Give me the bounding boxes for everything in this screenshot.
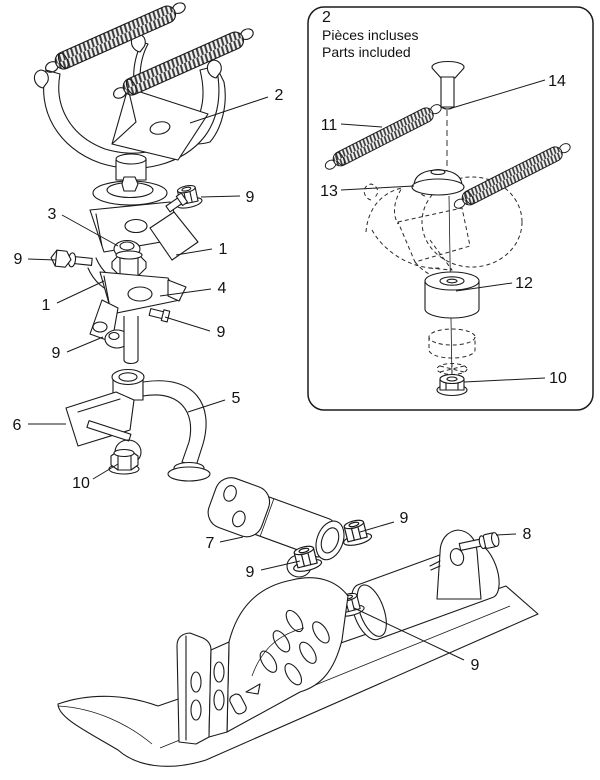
- callout-label-10-inset: 10: [549, 370, 567, 387]
- spindle-illustration: [204, 473, 351, 569]
- callout-label-9-spindle-left: 9: [245, 564, 255, 581]
- inset-parts-included-box: [308, 7, 593, 410]
- callout-label-8: 8: [522, 526, 532, 543]
- hex-nut-illustration: [109, 450, 139, 475]
- callout-label-9-ski: 9: [470, 657, 480, 674]
- bolt-illustration: [50, 250, 92, 270]
- callout-label-4: 4: [217, 280, 227, 297]
- callout-label-1-right: 1: [218, 241, 228, 258]
- callout-label-12: 12: [515, 275, 533, 292]
- callout-label-10-left: 10: [72, 475, 90, 492]
- callout-label-3: 3: [47, 206, 57, 223]
- inset-title-english: Parts included: [322, 44, 411, 60]
- callout-label-5: 5: [231, 390, 241, 407]
- inset-title-french: Pièces incluses: [322, 27, 419, 43]
- bolt-illustration: [149, 307, 170, 322]
- callout-label-6: 6: [12, 417, 22, 434]
- callout-label-1-lower: 1: [41, 297, 51, 314]
- callout-label-9-spindle-right: 9: [399, 510, 409, 527]
- callout-label-7: 7: [205, 535, 215, 552]
- callout-label-13: 13: [320, 183, 338, 200]
- damper-bushing-illustration: [425, 272, 479, 318]
- inset-number: 2: [322, 9, 331, 26]
- callout-label-9-left: 9: [13, 251, 23, 268]
- callout-label-9-top: 9: [245, 189, 255, 206]
- callout-label-14: 14: [548, 73, 566, 90]
- callout-label-2: 2: [274, 87, 284, 104]
- handle-tube-illustration: [66, 370, 210, 482]
- steering-column-illustration: [47, 154, 203, 364]
- locknut-illustration: [437, 375, 467, 396]
- callout-label-11: 11: [320, 117, 338, 134]
- callout-label-9-mid-right: 9: [216, 324, 226, 341]
- callout-label-9-ball: 9: [51, 345, 61, 362]
